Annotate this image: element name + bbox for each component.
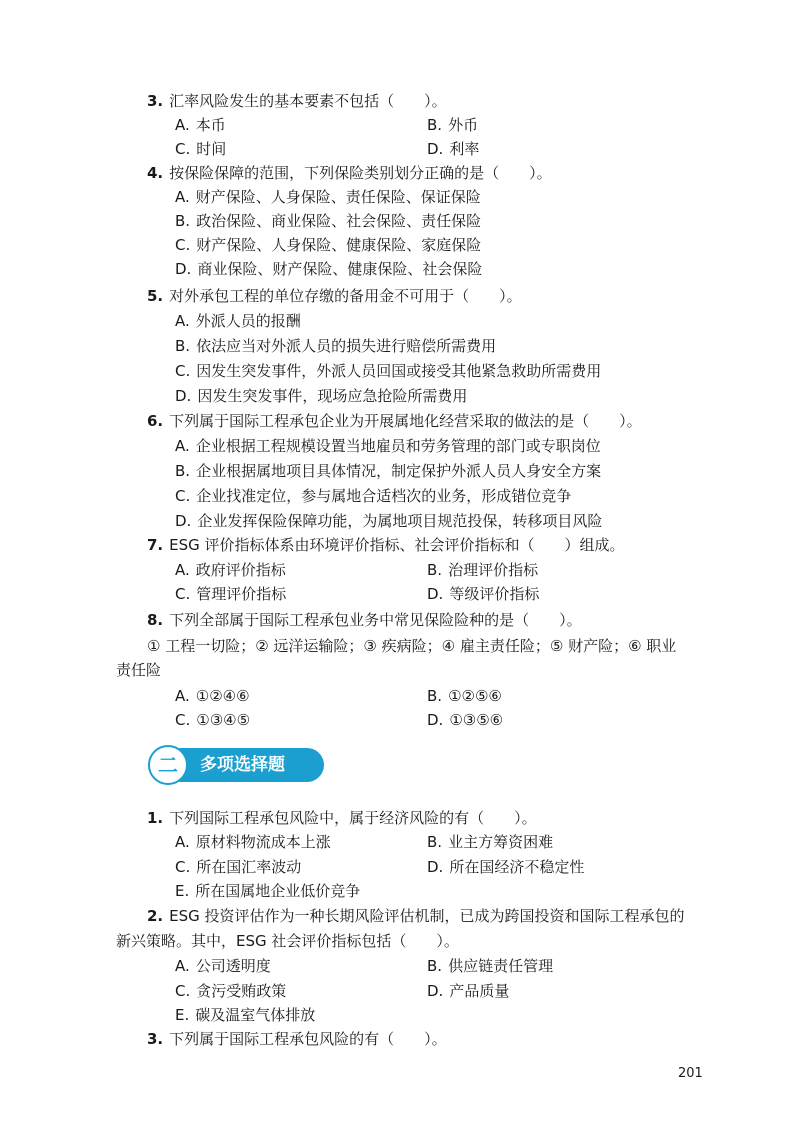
option-d: D. 因发生突发事件，现场应急抢险所需费用 (175, 387, 468, 405)
question-4: 4. 按保险保障的范围，下列保险类别划分正确的是（ ）。 (147, 164, 552, 182)
option-c: C. 因发生突发事件，外派人员回国或接受其他紧急救助所需费用 (175, 362, 602, 380)
option-a: A. 外派人员的报酬 (175, 312, 301, 330)
option-a: A. ①②④⑥ (175, 687, 250, 705)
question-7: 7. ESG 评价指标体系由环境评价指标、社会评价指标和（ ）组成。 (147, 536, 625, 554)
option-a: A. 原材料物流成本上涨 (175, 833, 331, 851)
option-b: B. 治理评价指标 (427, 561, 539, 579)
option-c: C. 财产保险、人身保险、健康保险、家庭保险 (175, 236, 482, 254)
question-items-continued: 责任险 (116, 661, 162, 679)
option-a: A. 企业根据工程规模设置当地雇员和劳务管理的部门或专职岗位 (175, 437, 601, 455)
option-e: E. 所在国属地企业低价竞争 (175, 882, 361, 900)
option-b: B. 企业根据属地项目具体情况，制定保护外派人员人身安全方案 (175, 462, 602, 480)
option-b: B. 供应链责任管理 (427, 957, 554, 975)
multi-question-1: 1. 下列国际工程承包风险中，属于经济风险的有（ ）。 (147, 809, 537, 827)
option-d: D. 企业发挥保险保障功能，为属地项目规范投保，转移项目风险 (175, 512, 603, 530)
option-d: D. 利率 (427, 140, 480, 158)
option-a: A. 财产保险、人身保险、责任保险、保证保险 (175, 188, 481, 206)
option-a: A. 本币 (175, 116, 226, 134)
option-d: D. 所在国经济不稳定性 (427, 858, 585, 876)
multi-question-3: 3. 下列属于国际工程承包风险的有（ ）。 (147, 1030, 447, 1048)
option-e: E. 碳及温室气体排放 (175, 1006, 316, 1024)
page-number: 201 (678, 1066, 703, 1081)
option-c: C. 时间 (175, 140, 227, 158)
option-c: C. ①③④⑤ (175, 711, 251, 729)
section-number: 二 (148, 745, 188, 785)
question-6: 6. 下列属于国际工程承包企业为开展属地化经营采取的做法的是（ ）。 (147, 412, 642, 430)
option-c: C. 企业找准定位，参与属地合适档次的业务，形成错位竞争 (175, 487, 572, 505)
option-b: B. 外币 (427, 116, 479, 134)
option-c: C. 所在国汇率波动 (175, 858, 302, 876)
question-5: 5. 对外承包工程的单位存缴的备用金不可用于（ ）。 (147, 287, 522, 305)
question-3: 3. 汇率风险发生的基本要素不包括（ ）。 (147, 92, 447, 110)
section-header (148, 745, 328, 787)
multi-question-2-continued: 新兴策略。其中，ESG 社会评价指标包括（ ）。 (116, 932, 459, 950)
question-8: 8. 下列全部属于国际工程承包业务中常见保险险种的是（ ）。 (147, 611, 582, 629)
option-b: B. 业主方筹资困难 (427, 833, 554, 851)
option-c: C. 贪污受贿政策 (175, 982, 287, 1000)
option-c: C. 管理评价指标 (175, 585, 287, 603)
option-d: D. 产品质量 (427, 982, 510, 1000)
section-title: 多项选择题 (200, 755, 285, 775)
option-d: D. ①③⑤⑥ (427, 711, 504, 729)
option-d: D. 商业保险、财产保险、健康保险、社会保险 (175, 260, 483, 278)
multi-question-2: 2. ESG 投资评估作为一种长期风险评估机制，已成为跨国投资和国际工程承包的 (147, 907, 685, 925)
question-items: ① 工程一切险；② 远洋运输险；③ 疾病险；④ 雇主责任险；⑤ 财产险；⑥ 职业 (147, 637, 677, 655)
option-d: D. 等级评价指标 (427, 585, 540, 603)
option-b: B. 政治保险、商业保险、社会保险、责任保险 (175, 212, 482, 230)
option-b: B. ①②⑤⑥ (427, 687, 502, 705)
option-b: B. 依法应当对外派人员的损失进行赔偿所需费用 (175, 337, 497, 355)
option-a: A. 政府评价指标 (175, 561, 286, 579)
option-a: A. 公司透明度 (175, 957, 271, 975)
